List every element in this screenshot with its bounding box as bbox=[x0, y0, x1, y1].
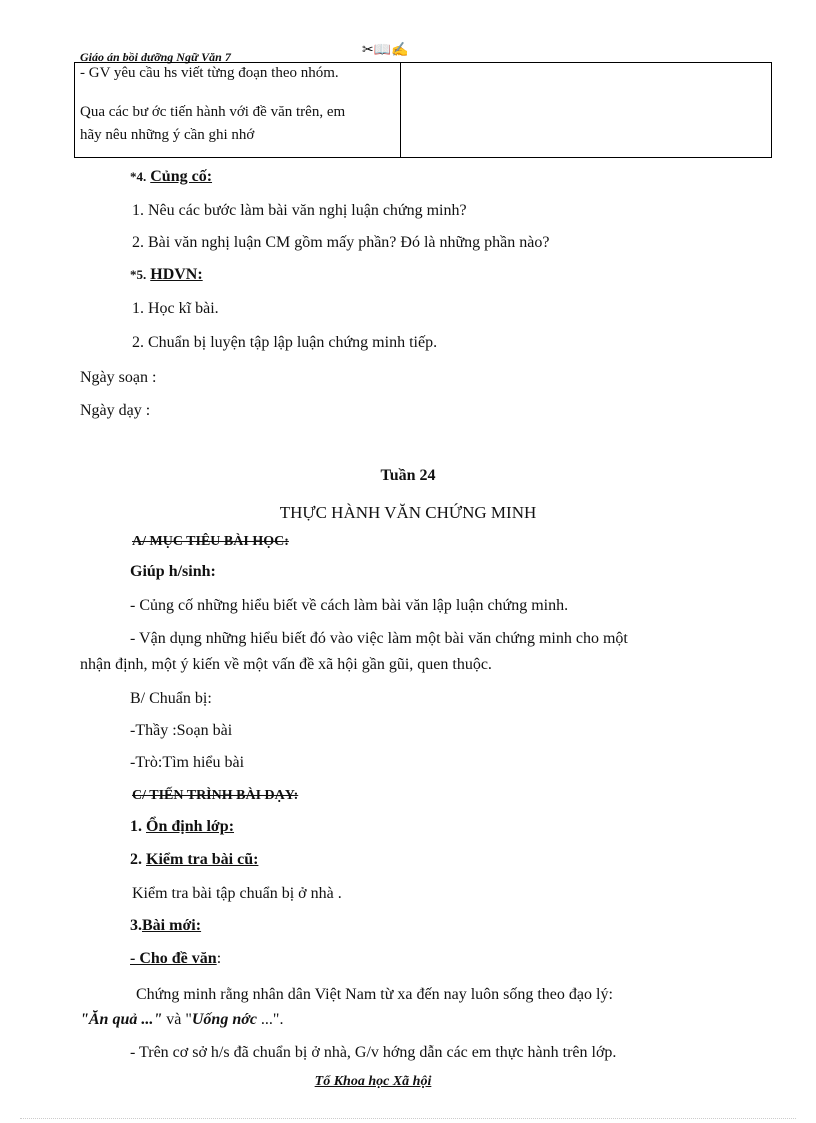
step2-heading bbox=[130, 850, 258, 870]
step1-title: Ổn định lớp: bbox=[146, 818, 235, 835]
step2-number: 2. bbox=[130, 851, 142, 868]
step3-title: Bài mới: bbox=[142, 917, 202, 934]
step2-title: Kiểm tra bài cũ: bbox=[146, 851, 259, 868]
prep-student: -Trò:Tìm hiểu bài bbox=[130, 754, 245, 771]
prep-teacher: -Thầy :Soạn bài bbox=[130, 722, 233, 739]
table-line: Qua các bư ớc tiến hành với đề văn trên, em bbox=[80, 104, 346, 120]
goal-item-continued: nhận định, một ý kiến về một vấn đề xã hội gần gũi, quen thuộc. bbox=[80, 656, 492, 673]
section4-item: 1. Nêu các bước làm bài văn nghị luận chứng minh? bbox=[132, 202, 467, 219]
process-heading: C/ TIẾN TRÌNH BÀI DẠY: bbox=[132, 788, 299, 803]
header-ornament: ✂📖✍ bbox=[362, 43, 409, 58]
header-title: Giáo án bồi dưỡng Ngữ Văn 7 bbox=[80, 50, 231, 64]
prompt-colon: : bbox=[216, 950, 222, 967]
goals-heading: A/ MỤC TIÊU BÀI HỌC: bbox=[132, 534, 289, 549]
prep-heading: B/ Chuẩn bị: bbox=[130, 690, 212, 707]
table-cell-right bbox=[400, 62, 772, 158]
section4-prefix: *4. bbox=[130, 169, 147, 184]
instruction-text: - Trên cơ sở h/s đã chuẩn bị ở nhà, G/v hớng dẫn các em thực hành trên lớp. bbox=[130, 1044, 617, 1061]
table-line: hãy nêu những ý cần ghi nhớ bbox=[80, 127, 255, 143]
prompt-heading bbox=[130, 949, 221, 969]
quote-ellipsis: ...". bbox=[256, 1011, 284, 1028]
goal-item: - Củng cố những hiểu biết về cách làm bài văn lập luận chứng minh. bbox=[130, 597, 569, 614]
section5-title: HDVN: bbox=[150, 266, 203, 283]
prompt-label: - Cho đề văn bbox=[130, 950, 217, 967]
section4-title: Củng cố: bbox=[150, 168, 213, 185]
quote-and: và " bbox=[162, 1011, 192, 1028]
week-title: Tuần 24 bbox=[380, 467, 436, 484]
page-bottom-border bbox=[20, 1118, 796, 1119]
quote-two: Uống nớc bbox=[191, 1011, 257, 1028]
step1-number: 1. bbox=[130, 818, 142, 835]
step3-number: 3. bbox=[130, 917, 142, 934]
step3-heading bbox=[130, 916, 201, 936]
essay-topic: Chứng minh rằng nhân dân Việt Nam từ xa đến nay luôn sống theo đạo lý: bbox=[136, 986, 613, 1003]
section4-item: 2. Bài văn nghị luận CM gồm mấy phần? Đó là những phần nào? bbox=[132, 234, 550, 251]
check-text: Kiểm tra bài tập chuẩn bị ở nhà . bbox=[132, 885, 342, 902]
lesson-title: THỰC HÀNH VĂN CHỨNG MINH bbox=[279, 503, 537, 522]
section5-item: 2. Chuẩn bị luyện tập lập luận chứng minh tiếp. bbox=[132, 334, 438, 351]
footer-text: Tổ Khoa học Xã hội bbox=[314, 1074, 432, 1089]
section4-heading bbox=[130, 167, 212, 187]
essay-quotes bbox=[80, 1010, 283, 1030]
section5-heading bbox=[130, 265, 203, 285]
quote-one: "Ăn quả ..." bbox=[80, 1011, 163, 1028]
date-prepared: Ngày soạn : bbox=[80, 369, 157, 386]
date-taught: Ngày dạy : bbox=[80, 402, 151, 419]
help-heading: Giúp h/sinh: bbox=[130, 563, 216, 580]
step1-heading bbox=[130, 817, 234, 837]
table-line: - GV yêu cầu hs viết từng đoạn theo nhóm. bbox=[80, 65, 339, 81]
goal-item: - Vận dụng những hiểu biết đó vào việc làm một bài văn chứng minh cho một bbox=[130, 630, 628, 647]
section5-item: 1. Học kĩ bài. bbox=[132, 300, 219, 317]
section5-prefix: *5. bbox=[130, 267, 147, 282]
